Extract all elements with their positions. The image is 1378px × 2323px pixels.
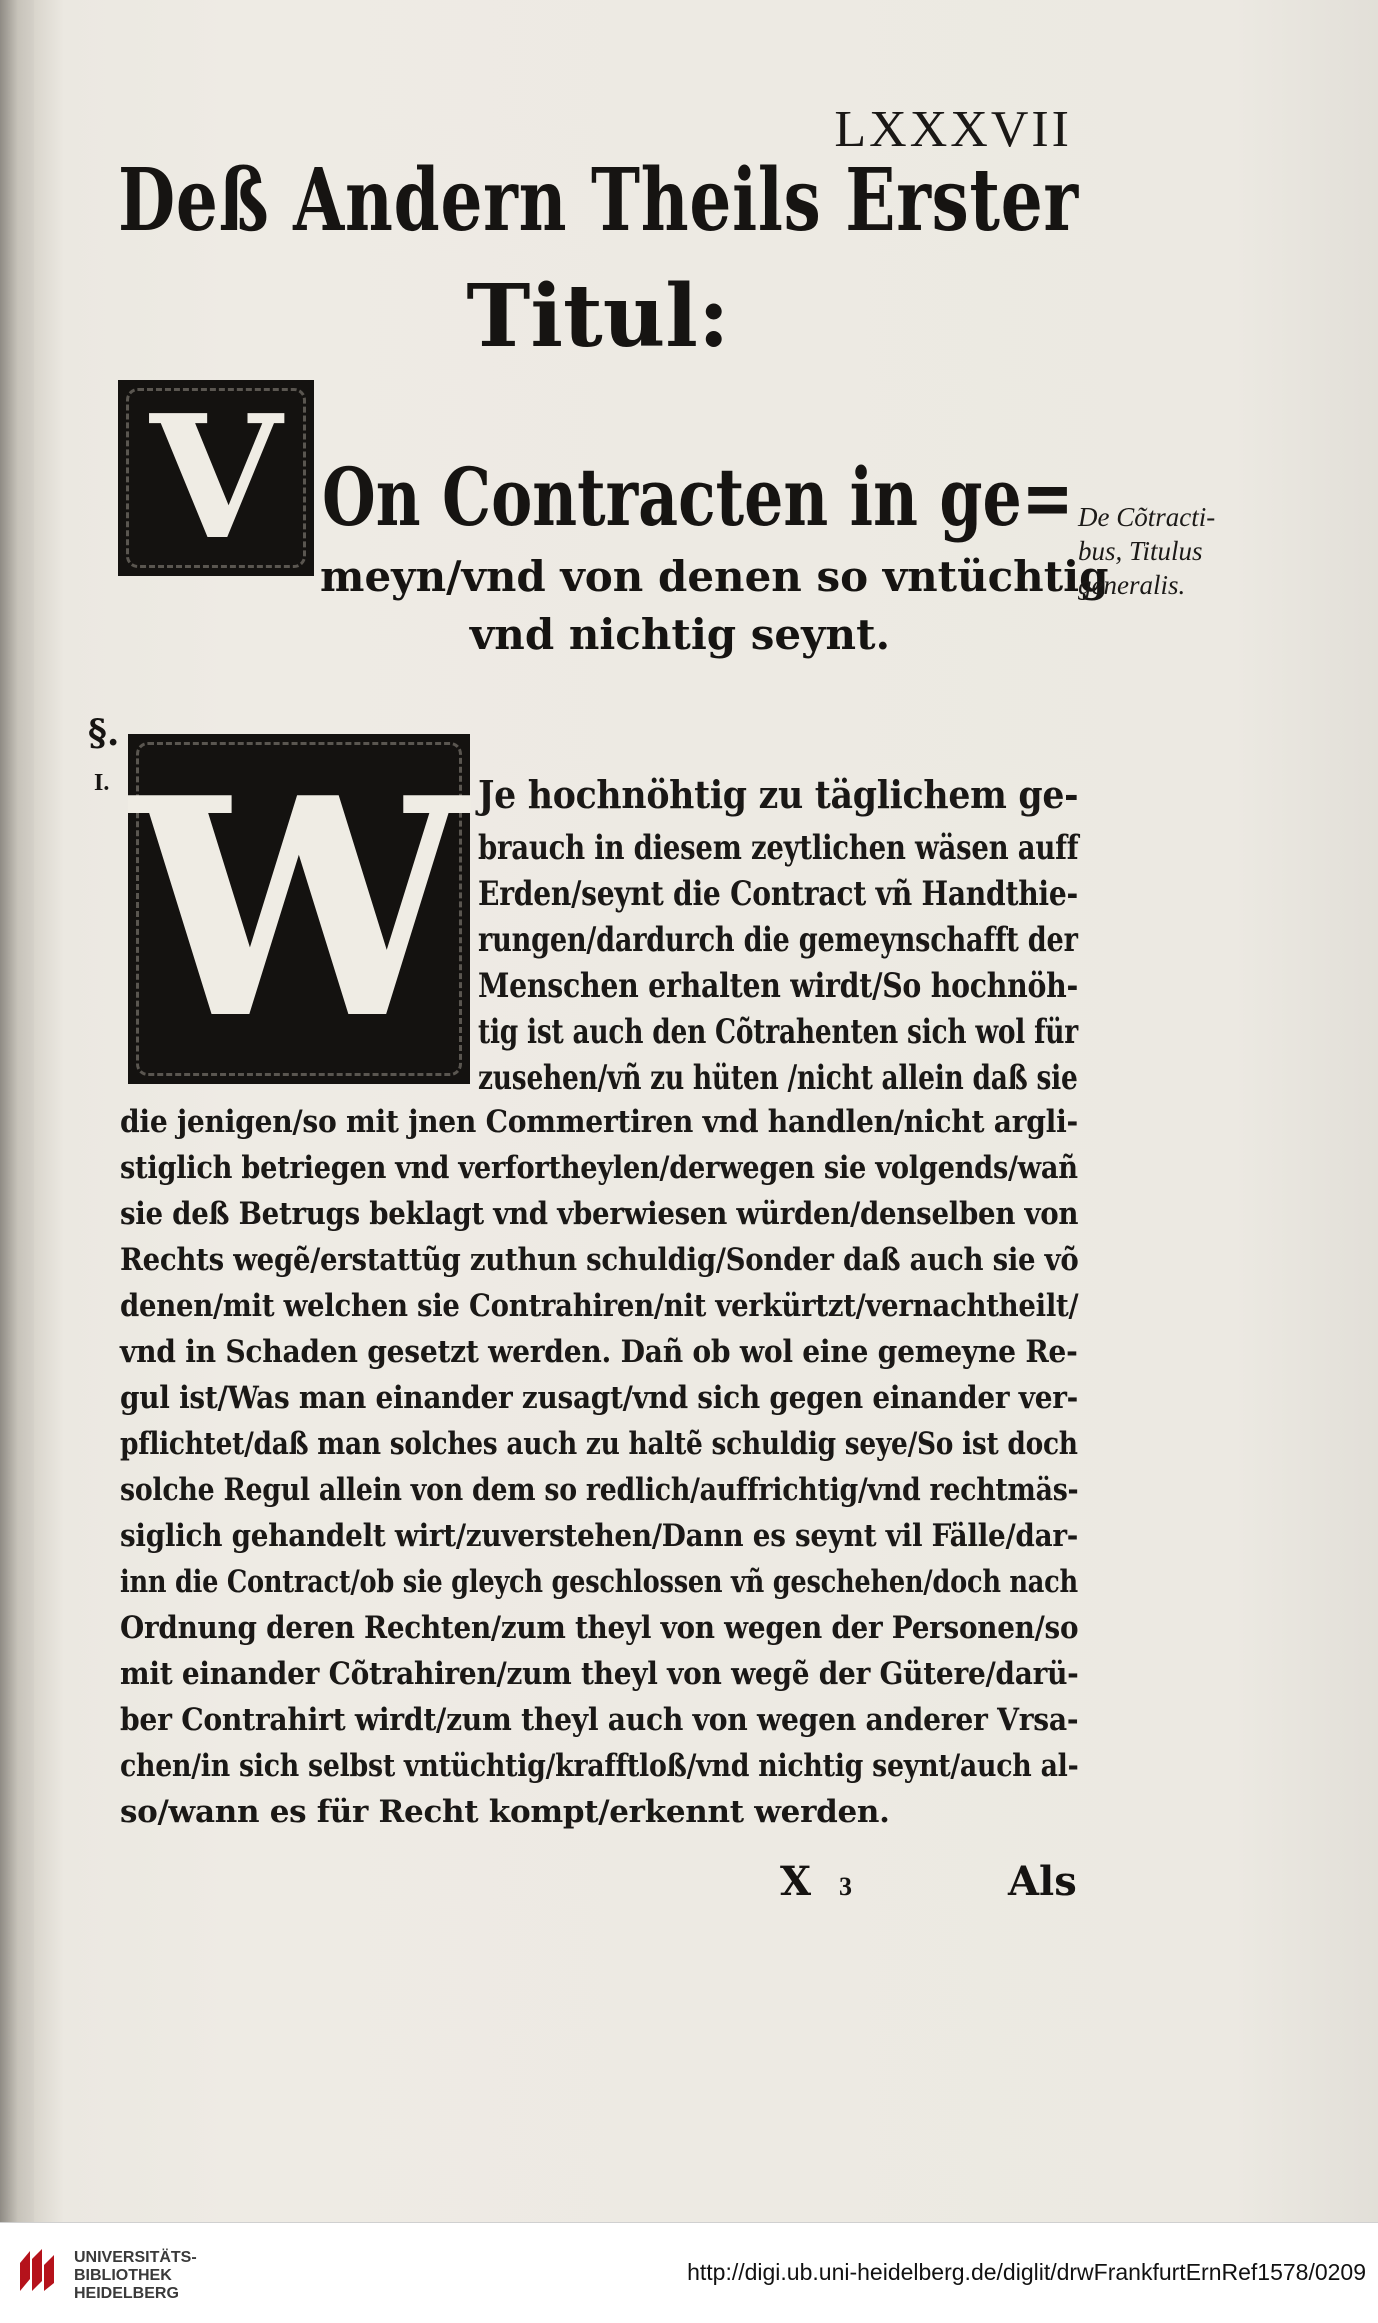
body-line: rungen/dardurch die gemeynschafft der: [478, 920, 1078, 960]
body-line: mit einander Cõtrahiren/zum theyl von wegẽ der Gütere/darü-: [120, 1656, 1079, 1692]
body-line: Menschen erhalten wirdt/So hochnöh-: [478, 966, 1079, 1006]
body-line: zusehen/vñ zu hüten /nicht allein daß sie: [478, 1058, 1078, 1098]
margin-note-line: bus, Titulus: [1078, 536, 1203, 566]
body-line: tig ist auch den Cõtrahenten sich wol für: [478, 1012, 1078, 1052]
body-line: solche Regul allein von dem so redlich/auffrichtig/vnd rechtmäs-: [120, 1472, 1079, 1508]
folio-number: LXXXVII: [834, 101, 1072, 158]
library-name-line: HEIDELBERG: [74, 2285, 179, 2302]
chapter-title-line-3: vnd nichtig seynt.: [469, 610, 891, 659]
decorated-initial-v: [118, 380, 314, 576]
margin-note: [1078, 500, 1258, 602]
body-line: gul ist/Was man einander zusagt/vnd sich gegen einander ver-: [120, 1380, 1078, 1416]
margin-note-line: generalis.: [1078, 570, 1186, 600]
body-line: Erden/seynt die Contract vñ Handthie-: [478, 874, 1078, 914]
body-line: chen/in sich selbst vntüchtig/krafftloß/vnd nichtig seynt/auch al-: [120, 1748, 1079, 1784]
initial-letter: W: [130, 732, 468, 1085]
titul-heading: Titul:: [466, 266, 730, 367]
part-heading: Deß Andern Theils Erster: [118, 150, 1079, 251]
body-line: siglich gehandelt wirt/zuverstehen/Dann es seynt vil Fälle/dar-: [120, 1518, 1079, 1554]
body-line: stiglich betriegen vnd verfortheylen/derwegen sie volgends/wañ: [120, 1150, 1078, 1186]
body-line: inn die Contract/ob sie gleych geschlossen vñ geschehen/doch nach: [120, 1564, 1078, 1600]
signature-number: 3: [839, 1872, 853, 1901]
signature-letter: X: [780, 1858, 812, 1905]
body-line: sie deß Betrugs beklagt vnd vberwiesen würden/denselben von: [120, 1196, 1079, 1232]
section-sign: §.: [88, 712, 120, 754]
library-name-line: UNIVERSITÄTS-: [74, 2249, 197, 2266]
book-gutter: [0, 0, 34, 2222]
body-line: Je hochnöhtig zu täglichem ge-: [478, 772, 1079, 817]
initial-letter: V: [150, 378, 282, 578]
body-line: pflichtet/daß man solches auch zu haltẽ schuldig seye/So ist doch: [120, 1426, 1078, 1462]
university-library-logo-icon[interactable]: [14, 2245, 58, 2297]
body-line: so/wann es für Recht kompt/erkennt werden.: [120, 1794, 890, 1830]
library-name: [74, 2249, 197, 2303]
decorated-initial-w: [128, 734, 470, 1084]
library-name-line: BIBLIOTHEK: [74, 2267, 172, 2284]
chapter-title-line-1: On Contracten in ge=: [322, 450, 1074, 544]
viewer-footer: [0, 2222, 1378, 2323]
section-number: I.: [94, 770, 110, 796]
body-line: Ordnung deren Rechten/zum theyl von wegen der Personen/so: [120, 1610, 1079, 1646]
body-line: ber Contrahirt wirdt/zum theyl auch von wegen anderer Vrsa-: [120, 1702, 1079, 1738]
signature-mark: [780, 1858, 852, 1905]
body-line: vnd in Schaden gesetzt werden. Dañ ob wol eine gemeyne Re-: [120, 1334, 1078, 1370]
chapter-title-line-2: meyn/vnd von denen so vntüchtig: [320, 552, 1109, 601]
body-line: die jenigen/so mit jnen Commertiren vnd handlen/nicht argli-: [120, 1104, 1078, 1140]
permalink-url[interactable]: http://digi.ub.uni-heidelberg.de/diglit/drwFrankfurtErnRef1578/0209: [687, 2259, 1366, 2285]
body-line: Rechts wegẽ/erstattũg zuthun schuldig/Sonder daß auch sie võ: [120, 1242, 1079, 1278]
body-line: brauch in diesem zeytlichen wäsen auff: [478, 828, 1079, 868]
margin-note-line: De Cõtracti-: [1078, 502, 1216, 532]
body-line: denen/mit welchen sie Contrahiren/nit verkürtzt/vernachtheilt/: [120, 1288, 1079, 1324]
catchword: Als: [1008, 1858, 1077, 1905]
